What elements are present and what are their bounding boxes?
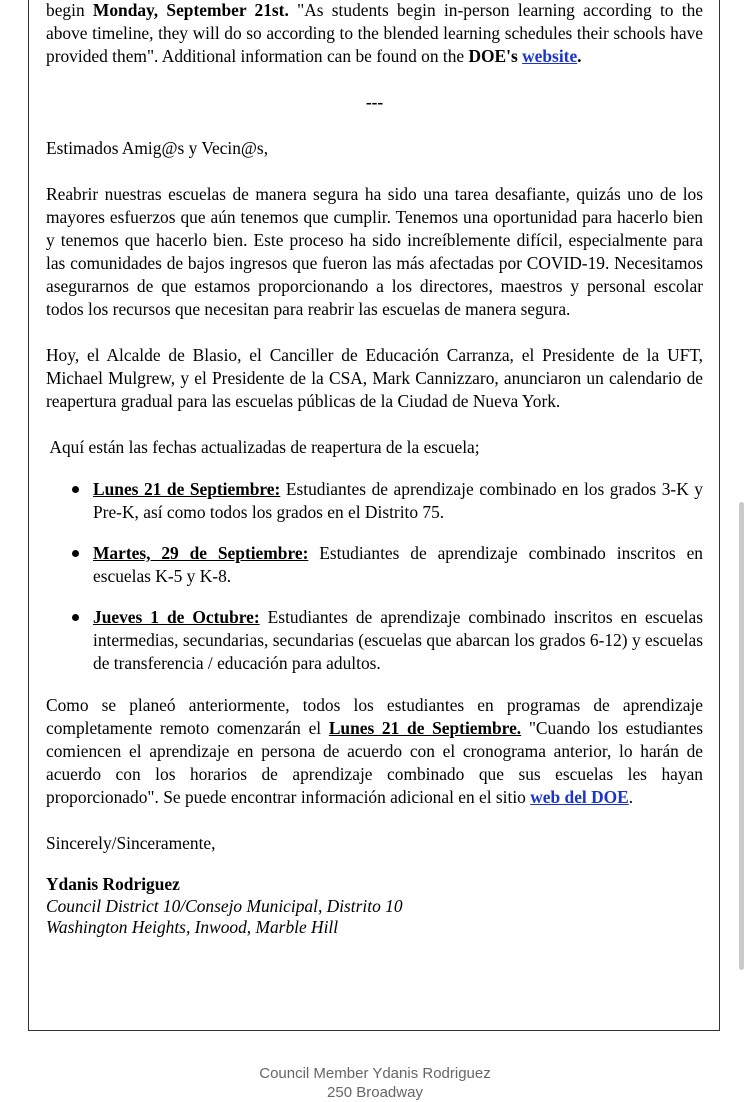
intro-quote: "As students begin in-person learning according to the above timeline, they will do so according to the blended learning schedules their schools have provided them". Additional information can be found on the xyxy=(46,0,703,66)
signature-area: Washington Heights, Inwood, Marble Hill xyxy=(46,917,339,937)
newsletter-body xyxy=(46,0,703,939)
remote-end: . xyxy=(628,787,634,807)
doe-label: DOE's xyxy=(468,46,518,66)
reopening-dates-list xyxy=(46,478,703,675)
newsletter-card xyxy=(28,0,720,1031)
footer-address xyxy=(0,1064,750,1102)
paragraph-remote xyxy=(46,694,703,809)
date-label: Martes, 29 de Septiembre: xyxy=(93,543,309,563)
remote-text-a: Como se planeó anteriormente, todos los estudiantes en programas de aprendizaje completamente remoto comenzarán el xyxy=(46,695,703,738)
dates-intro: Aquí están las fechas actualizadas de reapertura de la escuela; xyxy=(46,437,480,457)
list-item xyxy=(93,542,703,588)
greeting: Estimados Amig@s y Vecin@s, xyxy=(46,138,269,158)
closing: Sincerely/Sinceramente, xyxy=(46,833,216,853)
list-item xyxy=(93,478,703,524)
date-text: Estudiantes de aprendizaje combinado inscritos en escuelas intermedias, secundarias, secundarias (escuelas que abarcan los grados 6-12) y escuelas de transferencia / educación para adultos. xyxy=(93,607,703,673)
intro-end: . xyxy=(577,46,582,66)
paragraph-announcement: Hoy, el Alcalde de Blasio, el Canciller de Educación Carranza, el Presidente de la UFT, Michael Mulgrew, y el Presidente de la CSA, Mark Cannizzaro, anunciaron un calendario de reapertura gradual para las escuelas públicas de la Ciudad de Nueva York. xyxy=(46,345,703,411)
intro-paragraph xyxy=(46,0,703,68)
intro-date: Monday, September 21st. xyxy=(92,0,289,20)
date-label: Lunes 21 de Septiembre: xyxy=(93,479,281,499)
doe-website-link[interactable]: website xyxy=(522,46,578,66)
signature-title: Council District 10/Consejo Municipal, Distrito 10 xyxy=(46,895,403,916)
date-text: Estudiantes de aprendizaje combinado inscritos en escuelas K-5 y K-8. xyxy=(93,543,703,586)
date-label: Jueves 1 de Octubre: xyxy=(93,607,260,627)
intro-top-fragment: begin xyxy=(46,0,85,20)
signature-name: Ydanis Rodriguez xyxy=(46,874,180,894)
doe-web-link[interactable]: web del DOE xyxy=(530,787,629,807)
scrollbar[interactable] xyxy=(739,502,744,970)
remote-text-b: "Cuando los estudiantes comiencen el aprendizaje en persona de acuerdo con el cronograma anterior, lo harán de acuerdo con los horarios de aprendizaje combinado que sus escuelas les hayan proporcionado". Se puede encontrar información adicional en el sitio xyxy=(46,718,703,807)
list-item xyxy=(93,606,703,675)
date-text: Estudiantes de aprendizaje combinado en los grados 3-K y Pre-K, así como todos los grados en el Distrito 75. xyxy=(93,479,703,522)
footer-line-2: 250 Broadway xyxy=(327,1084,423,1101)
signature-block xyxy=(46,874,703,939)
remote-date: Lunes 21 de Septiembre. xyxy=(328,718,522,738)
section-separator: --- xyxy=(365,92,384,112)
paragraph-reopening: Reabrir nuestras escuelas de manera segura ha sido una tarea desafiante, quizás uno de los mayores esfuerzos que aún tenemos que cumplir. Tenemos una oportunidad para hacerlo bien y tenemos que hacerlo bien. Este proceso ha sido increíblemente difícil, especialmente para las comunidades de bajos ingresos que fueron las más afectadas por COVID-19. Necesitamos asegurarnos de que estamos proporcionando a los directores, maestros y personal escolar todos los recursos que necesitan para reabrir las escuelas de manera segura. xyxy=(46,184,703,319)
footer-line-1: Council Member Ydanis Rodriguez xyxy=(259,1065,491,1082)
